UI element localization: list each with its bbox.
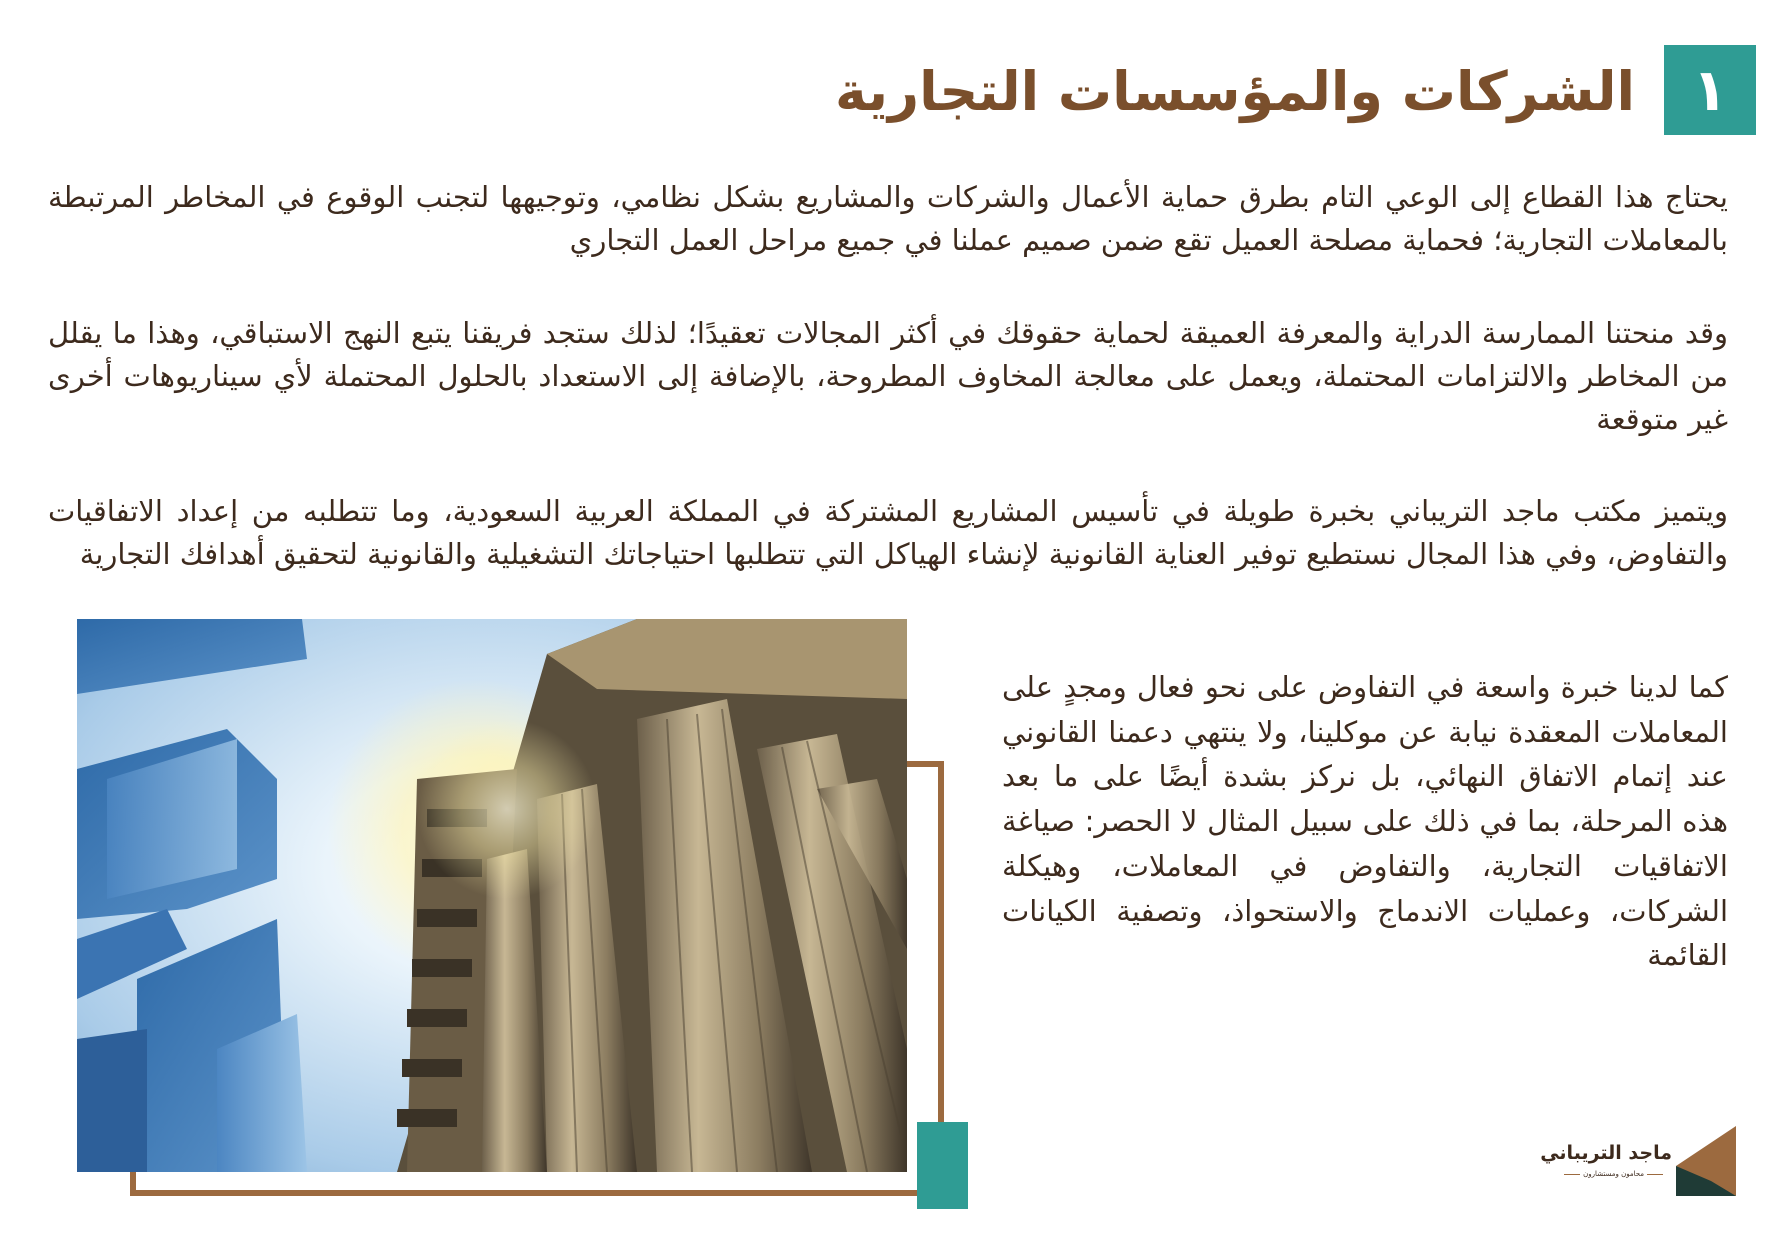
company-logo: [1520, 1126, 1736, 1196]
logo-mark-icon: [1676, 1126, 1736, 1196]
decorative-teal-block: [917, 1122, 968, 1209]
paragraph-joint-ventures: ويتميز مكتب ماجد التريباني بخبرة طويلة في تأسيس المشاريع المشتركة في المملكة العربية السعودية، وما تتطلبه من إعداد الاتفاقيات والتفاوض، وفي هذا المجال نستطيع توفير العناية القانونية لإنشاء الهياكل التي تتطلبها احتياجاتك التشغيلية والقانونية لتحقيق أهدافك التجارية: [48, 494, 1728, 571]
paragraph-experience: وقد منحتنا الممارسة الدراية والمعرفة العميقة لحماية حقوقك في أكثر المجالات تعقيدًا؛ لذلك ستجد فريقنا يتبع النهج الاستباقي، وهذا ما يقلل من المخاطر والالتزامات المحتملة، ويعمل على معالجة المخاوف المطروحة، بالإضافة إلى الاستعداد بالحلول المحتملة لأي سيناريوهات أخرى غير متوقعة: [48, 316, 1728, 436]
buildings-photo: [77, 619, 907, 1172]
paragraph-intro: يحتاج هذا القطاع إلى الوعي التام بطرق حماية الأعمال والشركات والمشاريع بشكل نظامي، وتوجيهها لتجنب الوقوع في المخاطر المرتبطة بالمعاملات التجارية؛ فحماية مصلحة العميل تقع ضمن صميم عملنا في جميع مراحل العمل التجاري: [48, 180, 1728, 257]
section-number-badge: ١: [1664, 45, 1756, 135]
paragraph-negotiation: كما لدينا خبرة واسعة في التفاوض على نحو فعال ومجدٍ على المعاملات المعقدة نيابة عن موكلينا، ولا ينتهي دعمنا القانوني عند إتمام الاتفاق النهائي، بل نركز بشدة أيضًا على ما بعد هذه المرحلة، بما في ذلك على سبيل المثال لا الحصر: صياغة الاتفاقيات التجارية، والتفاوض في المعاملات، وهيكلة الشركات، وعمليات الاندماج والاستحواذ، وتصفية الكيانات القائمة: [1002, 670, 1728, 973]
logo-subtitle: محامون ومستشارون: [1561, 1170, 1666, 1178]
page-title: الشركات والمؤسسات التجارية: [834, 60, 1635, 123]
logo-name: ماجد التريباني: [1540, 1142, 1672, 1164]
